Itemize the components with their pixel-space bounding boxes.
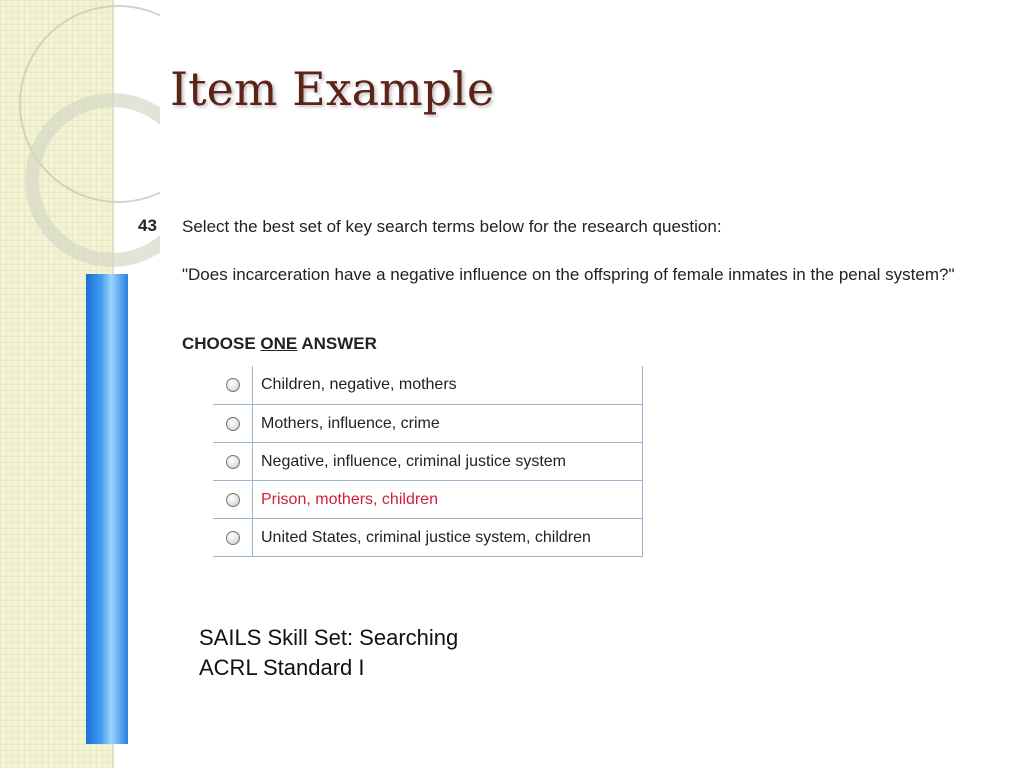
radio-cell	[213, 443, 253, 480]
option-label: Children, negative, mothers	[261, 376, 457, 393]
radio-button[interactable]	[226, 455, 240, 469]
instruction-suffix: ANSWER	[297, 334, 377, 353]
slide-title: Item Example	[170, 62, 495, 116]
radio-cell	[213, 519, 253, 556]
decorative-rings	[0, 0, 160, 270]
radio-button[interactable]	[226, 531, 240, 545]
decorative-blue-bar	[86, 274, 128, 744]
option-label: Mothers, influence, crime	[261, 414, 440, 432]
radio-cell	[213, 366, 253, 404]
question-number: 43	[138, 216, 157, 235]
radio-cell	[213, 481, 253, 518]
option-label: Negative, influence, criminal justice system	[261, 452, 567, 470]
radio-button[interactable]	[226, 493, 240, 507]
answer-option[interactable]	[213, 366, 642, 404]
answer-option[interactable]	[213, 518, 642, 556]
option-label-highlighted: Prison, mothers, children	[261, 490, 438, 508]
slide-footer	[199, 623, 458, 683]
skill-set-text: SAILS Skill Set: Searching	[199, 625, 459, 650]
answer-option[interactable]	[213, 404, 642, 442]
radio-button[interactable]	[226, 417, 240, 431]
answer-instruction	[182, 334, 377, 354]
instruction-prefix: CHOOSE	[182, 334, 261, 353]
research-question: "Does incarceration have a negative influence on the offspring of female inmates in the penal system?"	[182, 265, 955, 284]
answer-option[interactable]	[213, 480, 642, 518]
option-label: United States, criminal justice system, children	[261, 528, 591, 546]
question-prompt: Select the best set of key search terms below for the research question:	[182, 217, 722, 236]
answer-options-table	[213, 366, 643, 557]
radio-cell	[213, 405, 253, 442]
instruction-emphasis: ONE	[260, 334, 298, 353]
standard-text: ACRL Standard I	[199, 655, 365, 680]
radio-button[interactable]	[226, 378, 240, 392]
answer-option[interactable]	[213, 442, 642, 480]
